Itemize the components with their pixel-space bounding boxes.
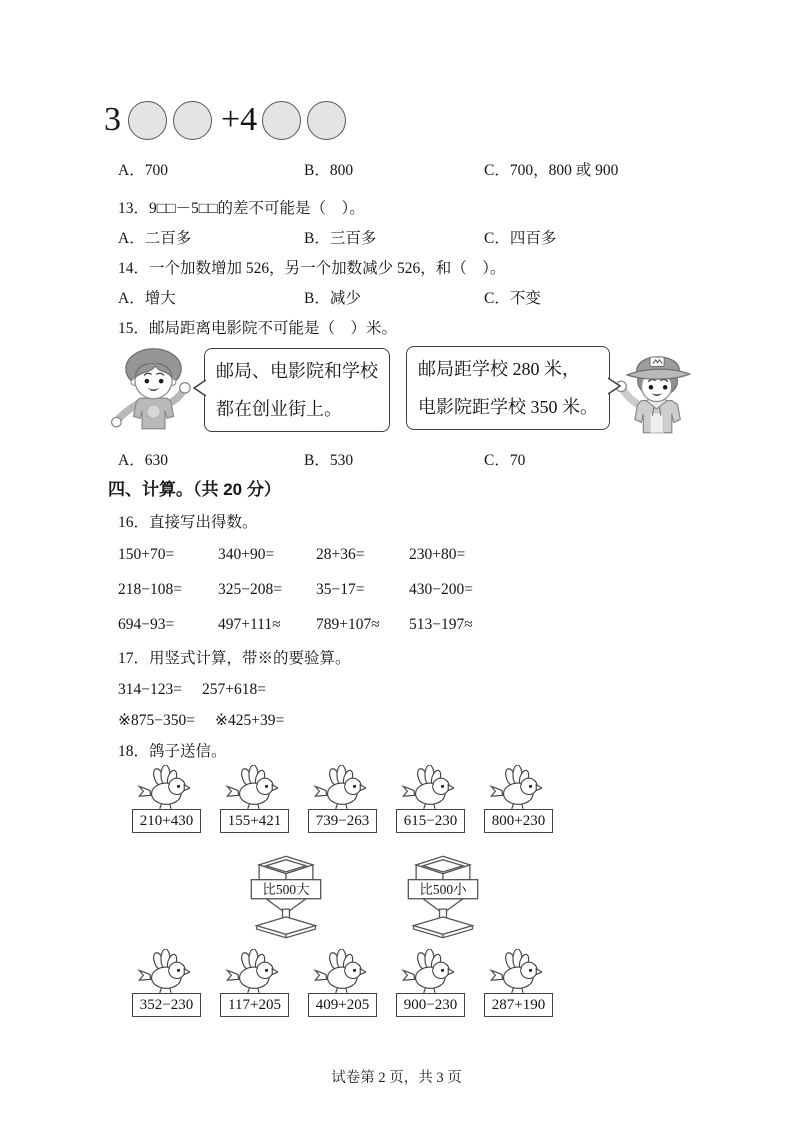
question-15: 15．邮局距离电影院不可能是（ ）米。 <box>118 320 398 337</box>
capped-boy-character-icon <box>614 340 704 446</box>
page-footer: 试卷第 2 页，共 3 页 <box>331 1070 462 1086</box>
math-expression: 325−208= <box>218 581 282 598</box>
circle-expression <box>104 98 713 142</box>
pigeon-icon <box>312 765 366 811</box>
stand-label: 比500小 <box>419 882 467 897</box>
pigeon-card <box>308 765 396 833</box>
q16-mental-math-grid <box>118 544 713 636</box>
expression-sign: 409+205 <box>308 993 377 1017</box>
blank-circle <box>262 101 301 140</box>
math-expression: 35−17= <box>316 581 365 598</box>
pigeon-icon <box>312 949 366 995</box>
pigeon-icon <box>488 765 542 811</box>
expression-operator: +4 <box>221 101 258 138</box>
bubble-tail-icon <box>193 379 206 397</box>
option-a: A．630 <box>118 452 168 469</box>
pigeon-card <box>484 949 572 1017</box>
blank-circle <box>173 101 212 140</box>
pigeon-icon <box>488 949 542 995</box>
pigeon-card <box>132 949 220 1017</box>
pigeon-card <box>396 949 484 1017</box>
option-b: B．530 <box>304 452 354 469</box>
question-18: 18．鸽子送信。 <box>118 743 227 760</box>
stand-label: 比500大 <box>262 882 310 897</box>
q13-options <box>118 228 713 250</box>
math-expression: ※875−350= <box>118 712 195 729</box>
option-a: A．700 <box>118 162 168 179</box>
pigeon-card <box>220 949 308 1017</box>
question-14: 14．一个加数增加 526，另一个加数减少 526，和（ ）。 <box>118 260 506 277</box>
option-c: C．700，800 或 900 <box>484 162 619 179</box>
blank-circle <box>307 101 346 140</box>
option-b: B．800 <box>304 162 354 179</box>
expression-lead: 3 <box>104 101 121 138</box>
q14-options <box>118 288 713 310</box>
question-17: 17．用竖式计算，带※的要验算。 <box>118 650 351 667</box>
blank-circle <box>128 101 167 140</box>
option-c: C．不变 <box>484 290 541 307</box>
bubble-left-line1: 邮局、电影院和学校 <box>216 361 378 381</box>
expression-sign: 352−230 <box>132 993 201 1017</box>
math-expression: 230+80= <box>409 546 466 563</box>
pigeon-icon <box>400 949 454 995</box>
math-expression: 340+90= <box>218 546 275 563</box>
pigeon-icon <box>224 949 278 995</box>
option-b: B．减少 <box>304 290 361 307</box>
expression-sign: 117+205 <box>220 993 289 1017</box>
math-expression: 28+36= <box>316 546 365 563</box>
speech-bubble-right <box>406 346 610 430</box>
sign-stand-greater <box>247 853 325 941</box>
pigeon-card <box>132 765 220 833</box>
bubble-left-line2: 都在创业街上。 <box>216 399 342 419</box>
expression-sign: 155+421 <box>220 809 289 833</box>
math-expression: 218−108= <box>118 581 182 598</box>
question-16: 16．直接写出得数。 <box>118 514 258 531</box>
math-expression: 150+70= <box>118 546 175 563</box>
expression-sign: 615−230 <box>396 809 465 833</box>
option-a: A．增大 <box>118 290 176 307</box>
bubble-right-line1: 邮局距学校 280 米， <box>418 359 580 379</box>
question-13: 13．9□□－5□□的差不可能是（ ）。 <box>118 200 365 217</box>
pigeon-icon <box>136 765 190 811</box>
speech-bubble-left <box>204 348 390 432</box>
math-expression: 314−123= <box>118 681 182 698</box>
option-b: B．三百多 <box>304 230 377 247</box>
sign-stands <box>247 853 713 941</box>
expression-sign: 900−230 <box>396 993 465 1017</box>
sign-stand-less <box>404 853 482 941</box>
page-content <box>104 100 713 1017</box>
pigeon-icon <box>224 765 278 811</box>
option-c: C．70 <box>484 452 526 469</box>
bubble-right-line2: 电影院距学校 350 米。 <box>418 397 598 417</box>
pigeon-card <box>308 949 396 1017</box>
math-expression: ※425+39= <box>214 712 285 729</box>
pigeon-card <box>220 765 308 833</box>
bubble-tail-icon <box>608 377 621 395</box>
q12-options <box>118 160 713 182</box>
math-expression: 430−200= <box>409 581 473 598</box>
q17-line2 <box>118 710 713 732</box>
pigeon-row-top <box>132 765 713 833</box>
expression-sign: 287+190 <box>484 993 553 1017</box>
q15-options <box>118 450 713 472</box>
pigeon-row-bottom <box>132 949 713 1017</box>
math-expression: 694−93= <box>118 616 175 633</box>
option-a: A．二百多 <box>118 230 192 247</box>
option-c: C．四百多 <box>484 230 557 247</box>
expression-sign: 210+430 <box>132 809 201 833</box>
q17-line1 <box>118 679 713 701</box>
q15-figure <box>108 344 713 444</box>
math-expression: 497+111≈ <box>218 616 281 633</box>
section-title: 四、计算。（共 20 分） <box>108 480 281 499</box>
pigeon-card <box>484 765 572 833</box>
pigeon-card <box>396 765 484 833</box>
pigeon-icon <box>136 949 190 995</box>
math-expression: 513−197≈ <box>409 616 473 633</box>
pigeon-icon <box>400 765 454 811</box>
boy-character-icon <box>108 344 200 444</box>
math-expression: 257+618= <box>201 681 266 698</box>
expression-sign: 739−263 <box>308 809 377 833</box>
math-expression: 789+107≈ <box>316 616 380 633</box>
expression-sign: 800+230 <box>484 809 553 833</box>
